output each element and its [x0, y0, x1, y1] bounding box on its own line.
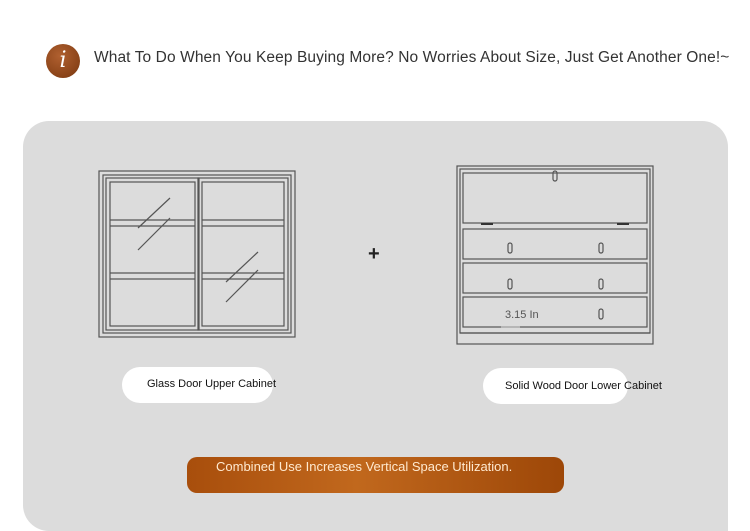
info-icon — [46, 44, 80, 78]
dimension-label: 3.15 In — [505, 309, 539, 321]
plus-sign: + — [368, 243, 380, 265]
glass-door-cabinet-illustration — [98, 170, 296, 338]
info-icon-glyph: i — [59, 48, 67, 73]
headline: What To Do When You Keep Buying More? No Worries About Size, Just Get Another One!~ — [94, 49, 730, 66]
lower-cabinet-label: Solid Wood Door Lower Cabinet — [505, 380, 662, 392]
benefit-banner-text: Combined Use Increases Vertical Space Utilization. — [216, 459, 513, 474]
solid-wood-cabinet-illustration — [456, 165, 654, 345]
upper-cabinet-label: Glass Door Upper Cabinet — [147, 378, 277, 390]
